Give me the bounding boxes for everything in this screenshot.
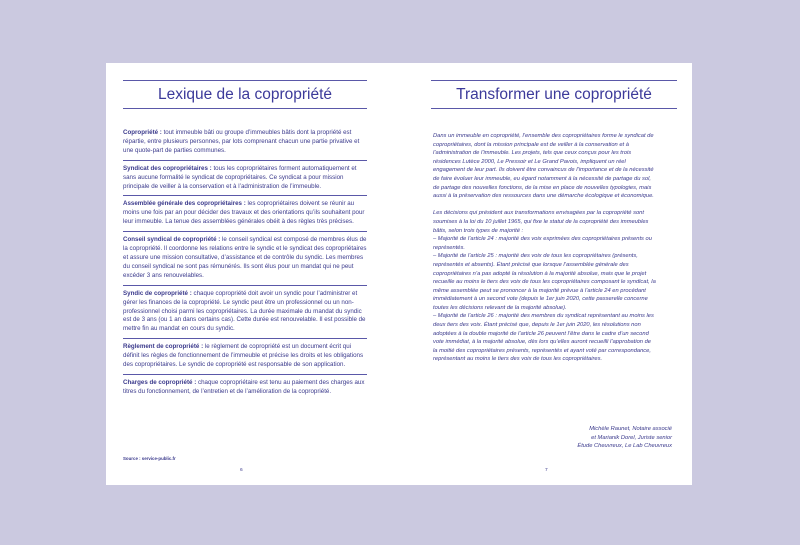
glossary-entry: [123, 195, 367, 231]
glossary-term: Charges de copropriété: [123, 378, 193, 386]
signature-block: [577, 425, 672, 451]
glossary-definition: tout immeuble bâti ou groupe d’immeubles bâtis dont la propriété est répartie, entre plusieurs personnes, par lots comprenant chacun une partie privative et une quote-part de parties communes.: [123, 129, 360, 154]
glossary-term: Syndicat des copropriétaires: [123, 164, 208, 172]
term-separator: :: [242, 200, 248, 208]
majority-item: – Majorité de l’article 25 : majorité des voix de tous les copropriétaires (présents, représentés et absents). Étant précisé que lorsque l’assemblée générale des copropriétaires n’a pas adopté la résolution à la majorité absolue, mais que le projet recueille au moins le tiers des voix de tous les copropriétaires composant le syndicat, la même assemblée peut se prononcer à la majorité prévue à l’article 24 en procédant immédiatement à un second vote (depuis le 1er juin 2020, cette passerelle concerne toutes les décisions relevant de la majorité absolue).: [433, 253, 656, 311]
glossary-entry: [123, 338, 367, 374]
majority-item: – Majorité de l’article 24 : majorité des voix exprimées des copropriétaires présents ou représentés.: [433, 236, 652, 251]
glossary-term: Assemblée générale des copropriétaires: [123, 200, 242, 208]
glossary-entry: [123, 160, 367, 196]
page-number: 6: [240, 468, 243, 473]
glossary-definition: chaque copropriété doit avoir un syndic pour l’administrer et gérer les finances de la copropriété. Le syndic peut être un professionnel ou un non-professionnel choisi parmi les copropriétaires. La durée maximale du mandat du syndic est de 3 ans (ou 1 an dans certains cas). Cette durée est renouvelable. Il est possible de mettre fin au mandat en cours du syndic.: [123, 289, 366, 333]
title-rule-top: [123, 80, 367, 81]
glossary-list: [123, 129, 367, 401]
title-rule-top: [431, 80, 677, 81]
glossary-term: Copropriété: [123, 129, 159, 136]
glossary-definition: chaque copropriétaire est tenu au paiement des charges aux titres du fonctionnement, de l’entretien et de l’amélioration de la copropriété.: [123, 378, 365, 395]
glossary-term: Règlement de copropriété: [123, 343, 200, 351]
term-separator: :: [207, 164, 214, 172]
glossary-entry: [123, 374, 367, 401]
term-separator: :: [199, 343, 205, 351]
majority-item: – Majorité de l’article 26 : majorité des membres du syndicat représentant au moins les deux tiers des voix. Étant précisé que, depuis le 1er juin 2020, les résolutions non adoptées à la double majorité de l’article 26 peuvent l’être dans le cadre d’un second vote immédiat, à la majorité absolue, dès lors qu’elles auront recueilli l’approbation de la moitié des copropriétaires présents, représentés et ayant voté par correspondance, représentant au moins le tiers des voix de tous les copropriétaires.: [433, 313, 654, 363]
term-separator: :: [192, 378, 198, 386]
paragraph: Dans un immeuble en copropriété, l’ensemble des copropriétaires forme le syndicat de copropriétaires, dont la mission principale est de veiller à la conservation et à l’administration de l’immeuble. Les projets, tels que ceux conçus pour les trois résidences Lutèce 2000, Le Pressoir et Le Grand Pavois, impliquent un réel engagement de leur part. Ils doivent être convaincus de l’importance et de la nécessité de faire évoluer leur immeuble, eu égard notamment à la nécessité de partage du sol, de partage des nouvelles fonctions, de la mise en place de nouvelles typologies, mais aussi à la préservation des ressources dans une démarche écologique et économique.: [433, 133, 654, 200]
glossary-term: Syndic de copropriété: [123, 289, 188, 297]
article-body: [433, 132, 657, 364]
glossary-entry: [123, 231, 367, 285]
source-note: Source : service-public.fr: [123, 456, 176, 461]
glossary-entry: [123, 129, 367, 160]
right-page: [399, 63, 692, 485]
page-title: Lexique de la copropriété: [157, 86, 333, 103]
paragraph: Les décisions qui président aux transformations envisagées par la copropriété sont soumises à la loi du 10 juillet 1965, qui fixe le statut de la copropriété des immeubles bâtis, selon trois types de majorité :: [433, 210, 649, 234]
title-rule-bottom: [123, 108, 367, 109]
left-page: [106, 63, 399, 485]
term-separator: :: [187, 289, 194, 297]
signature-line: Michèle Raunet, Notaire associé: [589, 426, 672, 432]
book-spread: [106, 63, 692, 485]
glossary-definition: le règlement de copropriété est un document écrit qui définit les règles de fonctionnement de l’immeuble et précise les droits et les obligations des copropriétaires. Le syndic de copropriété est responsable de son application.: [123, 343, 364, 369]
page-title: Transformer une copropriété: [456, 86, 652, 103]
signature-line: Étude Cheuvreux, Le Lab Cheuvreux: [577, 443, 672, 450]
glossary-definition: le conseil syndical est composé de membres élus de la copropriété. Il coordonne les relations entre le syndic et le syndicat des copropriétaires et assure une mission consultative, d’assistance et de contrôle du syndic. Les membres du conseil syndical ne sont pas rémunérés. Ils sont élus pour un mandat qui ne peut excéder 3 ans renouvelables.: [123, 236, 367, 279]
glossary-definition: tous les copropriétaires forment automatiquement et sans aucune formalité le syndicat de copropriétaires. Ce syndicat a pour mission principale de veiller à la conservation et à l’administration de l’immeuble.: [123, 164, 357, 190]
term-separator: :: [216, 236, 223, 244]
title-rule-bottom: [431, 108, 677, 109]
glossary-definition: les copropriétaires doivent se réunir au moins une fois par an pour décider des travaux et des orientations qu’ils souhaitent pour leur immeuble. La tenue des assemblées générales obéit à des règles très précises.: [123, 200, 365, 226]
glossary-term: Conseil syndical de copropriété: [123, 236, 217, 244]
term-separator: :: [158, 129, 164, 136]
glossary-entry: [123, 285, 367, 339]
signature-line: et Marianik Dorel, Juriste senior: [591, 434, 672, 441]
page-number: 7: [545, 468, 548, 473]
